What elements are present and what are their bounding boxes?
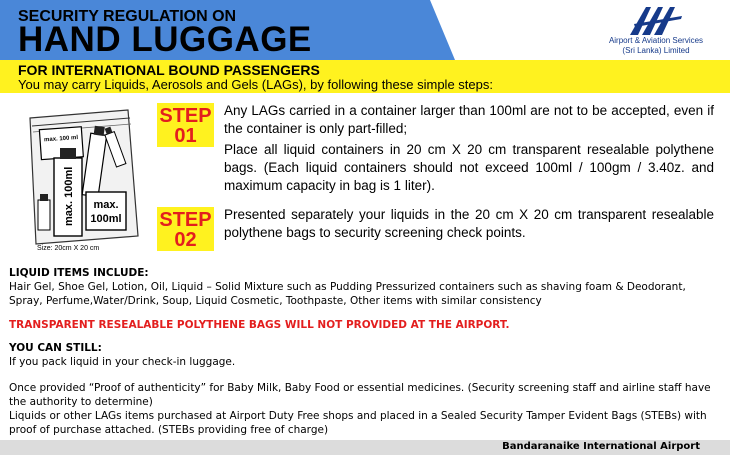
footer-bar [0,440,730,455]
illustration-caption: Size: 20cm X 20 cm [37,245,100,252]
liquid-items-section [9,266,721,308]
label-box-line1: max. [93,199,119,211]
logo-text-line2: (Sri Lanka) Limited [622,46,690,55]
aasl-logo [600,4,712,58]
subheader-title: FOR INTERNATIONAL BOUND PASSENGERS [18,62,320,78]
you-can-still-line3: Liquids or other LAGs items purchased at Airport Duty Free shops and placed in a Sealed Security Tamper Evident Bags (STEBs) with proof of purchase attached. (STEBs providing free of charge) [9,410,707,436]
header-slant [430,0,455,60]
step-01-text1: Any LAGs carried in a container larger than 100ml are not to be accepted, even if the container is only part-filled; [224,103,714,136]
step-01-label: STEP [159,105,212,127]
step-01-badge [157,103,214,147]
footer-airport-name: Bandaranaike International Airport [502,441,700,452]
warning-text: TRANSPARENT RESEALABLE POLYTHENE BAGS WILL NOT PROVIDED AT THE AIRPORT. [9,319,510,331]
you-can-still-heading: YOU CAN STILL: [9,342,102,354]
bag-icon [24,108,144,248]
step-01-text2: Place all liquid containers in 20 cm X 20 cm transparent resealable polythene bags. (Each liquid containers should not exceed 100ml / 100gm / 3.40z. and maximum capacity in bag is 1 liter). [224,142,714,193]
step-02-label: STEP [159,209,212,231]
you-can-still-line2: Once provided “Proof of authenticity” for Baby Milk, Baby Food or essential medicines. (Security screening staff and airline staff have the authority to determine) [9,382,711,408]
subheader-text: You may carry Liquids, Aerosols and Gels (LAGs), by following these simple steps: [18,77,493,92]
step-02-text1: Presented separately your liquids in the 20 cm X 20 cm transparent resealable polythene bags to security screening check points. [224,207,714,240]
label-box-line2: 100ml [90,213,122,225]
you-can-still-section [9,341,721,437]
label-bottle: max. 100ml [63,166,75,226]
step-02-badge [157,207,214,251]
liquid-items-text: Hair Gel, Shoe Gel, Lotion, Oil, Liquid – Solid Mixture such as Pudding Pressurized containers such as shaving foam & Deodorant, Spray, Perfume,Water/Drink, Soup, Liquid Cosmetic, Toothpaste, Other items with similar consistency [9,281,686,307]
title-line1: SECURITY REGULATION ON [18,8,237,25]
label-small: max. 100 ml [43,135,79,144]
liquid-items-heading: LIQUID ITEMS INCLUDE: [9,267,149,279]
you-can-still-line1: If you pack liquid in your check-in luggage. [9,356,236,368]
liquids-bag-illustration [24,108,144,253]
step-01-number: 01 [174,125,197,147]
step-02-number: 02 [174,229,197,251]
logo-text-line1: Airport & Aviation Services [608,36,704,45]
page-title: HAND LUGGAGE [18,20,312,59]
wing-logo-icon [628,4,684,36]
